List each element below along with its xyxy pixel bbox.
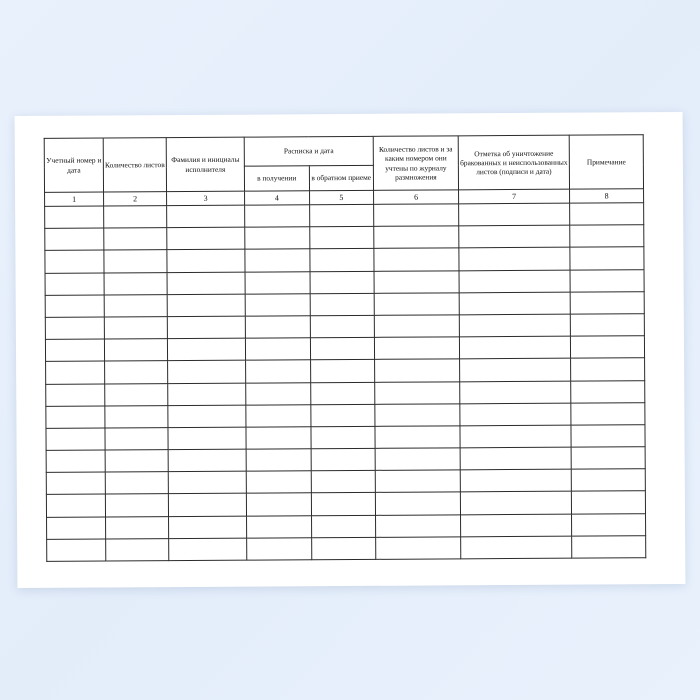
table-cell: [311, 448, 376, 471]
table-cell: [460, 358, 571, 381]
table-cell: [310, 337, 375, 360]
table-row: [47, 536, 646, 562]
table-cell: [105, 405, 168, 428]
table-cell: [247, 538, 312, 561]
table-cell: [167, 338, 245, 361]
header-v-poluchenii: в получении: [244, 166, 309, 191]
table-cell: [45, 295, 104, 318]
table-cell: [374, 204, 459, 227]
table-cell: [105, 383, 168, 406]
column-number-8: 8: [570, 189, 644, 203]
table-cell: [570, 225, 644, 248]
table-cell: [460, 425, 571, 448]
table-cell: [374, 293, 459, 316]
table-cell: [310, 293, 375, 316]
table-cell: [570, 269, 644, 292]
table-cell: [310, 271, 375, 294]
table-cell: [46, 494, 105, 517]
table-cell: [571, 358, 645, 381]
table-cell: [309, 204, 374, 227]
table-cell: [45, 317, 104, 340]
table-cell: [375, 492, 460, 515]
table-cell: [571, 469, 645, 492]
table-cell: [245, 205, 310, 228]
table-cell: [169, 516, 247, 539]
table-cell: [168, 449, 246, 472]
table-cell: [459, 336, 570, 359]
table-cell: [245, 227, 310, 250]
table-cell: [246, 404, 311, 427]
header-kolichestvo-listov-zhurnal-razmnozheniya: Количество листов и за каким номером они учтены по журналу размножения: [373, 136, 458, 191]
table-cell: [571, 402, 645, 425]
table-cell: [311, 515, 376, 538]
table-cell: [167, 272, 245, 295]
paper-sheet: [15, 112, 686, 588]
table-cell: [104, 228, 167, 251]
header-kolichestvo-listov: Количество листов: [103, 138, 166, 192]
table-cell: [374, 270, 459, 293]
table-cell: [104, 294, 167, 317]
table-cell: [246, 360, 311, 383]
table-cell: [310, 360, 375, 383]
table-cell: [247, 515, 312, 538]
table-cell: [245, 293, 310, 316]
table-cell: [459, 270, 570, 293]
table-cell: [45, 206, 104, 229]
table-cell: [459, 292, 570, 315]
journal-table: [44, 134, 647, 562]
table-cell: [311, 537, 376, 560]
table-cell: [375, 426, 460, 449]
table-cell: [570, 314, 644, 337]
table-cell: [570, 247, 644, 270]
table-cell: [459, 314, 570, 337]
header-otmetka-ob-unichtozhenii: Отметка об уничтожение бракованных и неиспользованных листов (подписи и дата): [458, 135, 569, 190]
table-cell: [46, 450, 105, 473]
table-cell: [310, 382, 375, 405]
table-cell: [374, 337, 459, 360]
column-number-6: 6: [374, 190, 459, 205]
table-cell: [246, 493, 311, 516]
table-cell: [374, 315, 459, 338]
table-cell: [47, 539, 106, 562]
table-cell: [47, 517, 106, 540]
table-cell: [572, 536, 646, 559]
table-cell: [572, 513, 646, 536]
table-cell: [167, 316, 245, 339]
table-cell: [45, 273, 104, 296]
table-cell: [168, 383, 246, 406]
table-cell: [310, 315, 375, 338]
table-cell: [376, 514, 461, 537]
table-cell: [375, 381, 460, 404]
table-cell: [309, 227, 374, 250]
table-cell: [104, 250, 167, 273]
table-cell: [375, 404, 460, 427]
header-familiya-i-inicialy-ispolnitelya: Фамилия и инициалы исполнителя: [166, 137, 244, 191]
table-cell: [571, 491, 645, 514]
table-body: [45, 203, 646, 562]
header-primechanie: Примечание: [569, 135, 643, 189]
table-cell: [105, 361, 168, 384]
table-cell: [246, 471, 311, 494]
table-cell: [167, 227, 245, 250]
header-raspiska-i-data: Расписка и дата: [244, 136, 373, 166]
table-cell: [461, 514, 572, 537]
table-cell: [46, 406, 105, 429]
table-cell: [246, 382, 311, 405]
table-cell: [570, 336, 644, 359]
table-cell: [245, 338, 310, 361]
table-cell: [104, 206, 167, 229]
header-row-groups: [44, 135, 643, 168]
table-cell: [105, 427, 168, 450]
table-cell: [375, 448, 460, 471]
table-cell: [168, 360, 246, 383]
table-cell: [168, 471, 246, 494]
column-number-2: 2: [104, 192, 167, 206]
table-cell: [167, 250, 245, 273]
table-cell: [168, 427, 246, 450]
table-cell: [105, 494, 168, 517]
table-cell: [375, 470, 460, 493]
table-cell: [309, 249, 374, 272]
table-cell: [245, 271, 310, 294]
table-cell: [570, 203, 644, 226]
table-cell: [245, 316, 310, 339]
column-number-3: 3: [167, 191, 245, 205]
table-cell: [106, 516, 169, 539]
table-cell: [168, 494, 246, 517]
table-cell: [106, 538, 169, 561]
table-cell: [46, 361, 105, 384]
table-cell: [46, 472, 105, 495]
table-cell: [105, 450, 168, 473]
table-cell: [374, 248, 459, 271]
table-cell: [460, 469, 571, 492]
table-cell: [246, 427, 311, 450]
table-cell: [459, 203, 570, 226]
table-cell: [311, 493, 376, 516]
column-number-5: 5: [309, 190, 374, 204]
table-cell: [570, 291, 644, 314]
table-cell: [45, 339, 104, 362]
column-number-7: 7: [459, 189, 570, 204]
table-cell: [375, 359, 460, 382]
table-cell: [169, 538, 247, 561]
table-cell: [45, 250, 104, 273]
table-cell: [246, 449, 311, 472]
table-cell: [310, 426, 375, 449]
table-cell: [45, 228, 104, 251]
table-cell: [460, 447, 571, 470]
table-cell: [167, 205, 245, 228]
header-v-obratnom-prieme: в обратном приеме: [309, 165, 374, 190]
table-cell: [460, 403, 571, 426]
table-cell: [167, 294, 245, 317]
table-cell: [460, 381, 571, 404]
table-cell: [460, 492, 571, 515]
table-cell: [311, 471, 376, 494]
table-cell: [46, 428, 105, 451]
table-cell: [571, 447, 645, 470]
header-uchetny-nomer-i-data: Учетный номер и дата: [44, 138, 103, 192]
table-cell: [374, 226, 459, 249]
table-cell: [104, 317, 167, 340]
table-cell: [461, 536, 572, 559]
table-cell: [245, 249, 310, 272]
table-cell: [104, 339, 167, 362]
table-cell: [168, 405, 246, 428]
journal-table-container: [44, 134, 647, 562]
table-header: [44, 135, 643, 207]
table-cell: [105, 472, 168, 495]
table-cell: [104, 272, 167, 295]
table-cell: [46, 383, 105, 406]
table-cell: [459, 225, 570, 248]
table-cell: [571, 380, 645, 403]
column-number-4: 4: [245, 191, 310, 205]
table-cell: [459, 248, 570, 271]
table-cell: [310, 404, 375, 427]
table-cell: [376, 537, 461, 560]
column-number-1: 1: [45, 192, 104, 206]
table-cell: [571, 425, 645, 448]
